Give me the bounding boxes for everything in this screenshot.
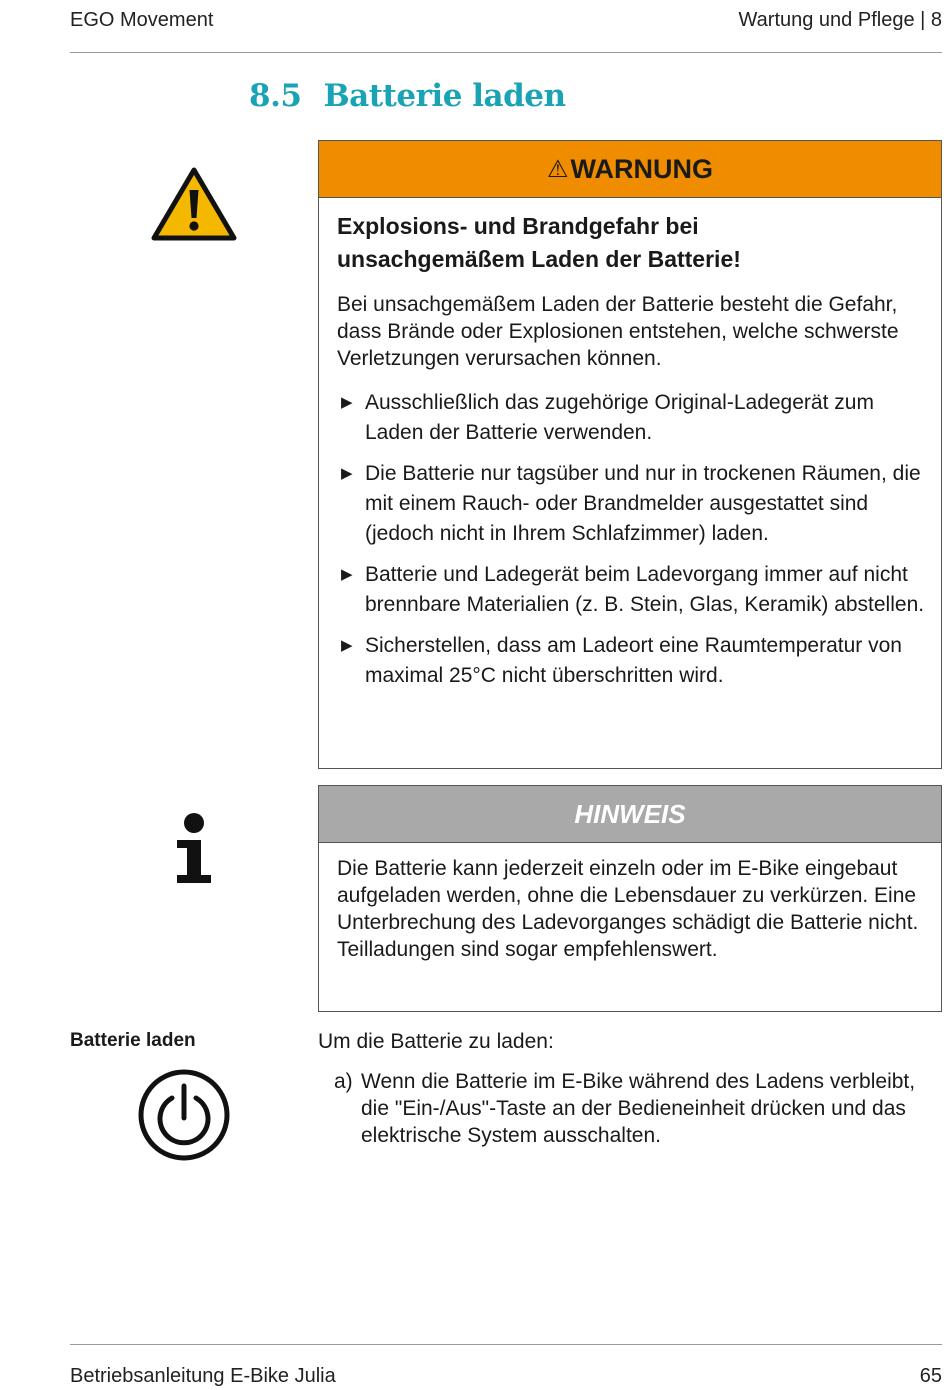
list-item xyxy=(337,459,929,549)
bullet-arrow-icon: ▶ xyxy=(341,465,353,482)
bullet-arrow-icon: ▶ xyxy=(341,566,353,583)
step-text: Wenn die Batterie im E-Bike während des Ladens verbleibt, die "Ein-/Aus"-Taste an der Bedieneinheit drücken und das elektrische System ausschalten. xyxy=(361,1070,916,1147)
bullet-text: Ausschließlich das zugehörige Original-Ladegerät zum Laden der Batterie verwenden. xyxy=(365,391,874,444)
section-number: 8.5 xyxy=(249,78,302,114)
warning-box xyxy=(318,140,942,769)
bullet-text: Die Batterie nur tagsüber und nur in trockenen Räumen, die mit einem Rauch- oder Brandmelder ausgestattet sind (jedoch nicht in Ihrem Schlafzimmer) laden. xyxy=(365,462,921,545)
section-title-text: Batterie laden xyxy=(323,78,566,114)
header-divider xyxy=(70,52,942,53)
note-box xyxy=(318,785,942,1012)
procedure-step xyxy=(334,1068,940,1149)
footer-left: Betriebsanleitung E-Bike Julia xyxy=(70,1365,336,1387)
header-left: EGO Movement xyxy=(70,9,214,31)
footer-divider xyxy=(70,1344,942,1345)
warning-bullet-list xyxy=(337,388,929,691)
warning-subtitle-line1: Explosions- und Brandgefahr bei xyxy=(337,213,699,239)
list-item xyxy=(337,631,929,691)
warning-subtitle xyxy=(337,210,929,276)
list-item xyxy=(337,560,929,620)
warning-label: WARNUNG xyxy=(570,153,713,184)
header-right: Wartung und Pflege | 8 xyxy=(738,9,942,31)
warning-text: Bei unsachgemäßem Laden der Batterie besteht die Gefahr, dass Brände oder Explosionen entstehen, welche schwerste Verletzungen verursachen können. xyxy=(337,293,899,370)
note-text: Die Batterie kann jederzeit einzeln oder im E-Bike eingebaut aufgeladen werden, ohne die Lebensdauer zu verkürzen. Eine Unterbrechung des Ladevorganges schädigt die Batterie nicht. Teilladungen sind sogar empfehlenswert. xyxy=(337,857,919,961)
bullet-arrow-icon: ▶ xyxy=(341,637,353,654)
warning-triangle-icon xyxy=(151,166,237,242)
warning-subtitle-line2: unsachgemäßem Laden der Batterie! xyxy=(337,246,741,272)
page-number: 65 xyxy=(919,1365,942,1387)
power-icon xyxy=(137,1068,231,1162)
procedure-intro: Um die Batterie zu laden: xyxy=(318,1030,554,1053)
warning-header xyxy=(319,141,941,198)
section-title xyxy=(249,78,566,114)
list-item xyxy=(337,388,929,448)
note-header: HINWEIS xyxy=(319,786,941,843)
bullet-arrow-icon: ▶ xyxy=(341,394,353,411)
info-icon xyxy=(174,811,214,885)
bullet-text: Batterie und Ladegerät beim Ladevorgang immer auf nicht brennbare Materialien (z. B. Stein, Glas, Keramik) abstellen. xyxy=(365,563,925,616)
warning-small-icon: ⚠ xyxy=(546,155,569,183)
side-label: Batterie laden xyxy=(70,1030,196,1051)
bullet-text: Sicherstellen, dass am Ladeort eine Raumtemperatur von maximal 25°C nicht überschritten wird. xyxy=(365,634,902,687)
step-label: a) xyxy=(334,1070,353,1093)
